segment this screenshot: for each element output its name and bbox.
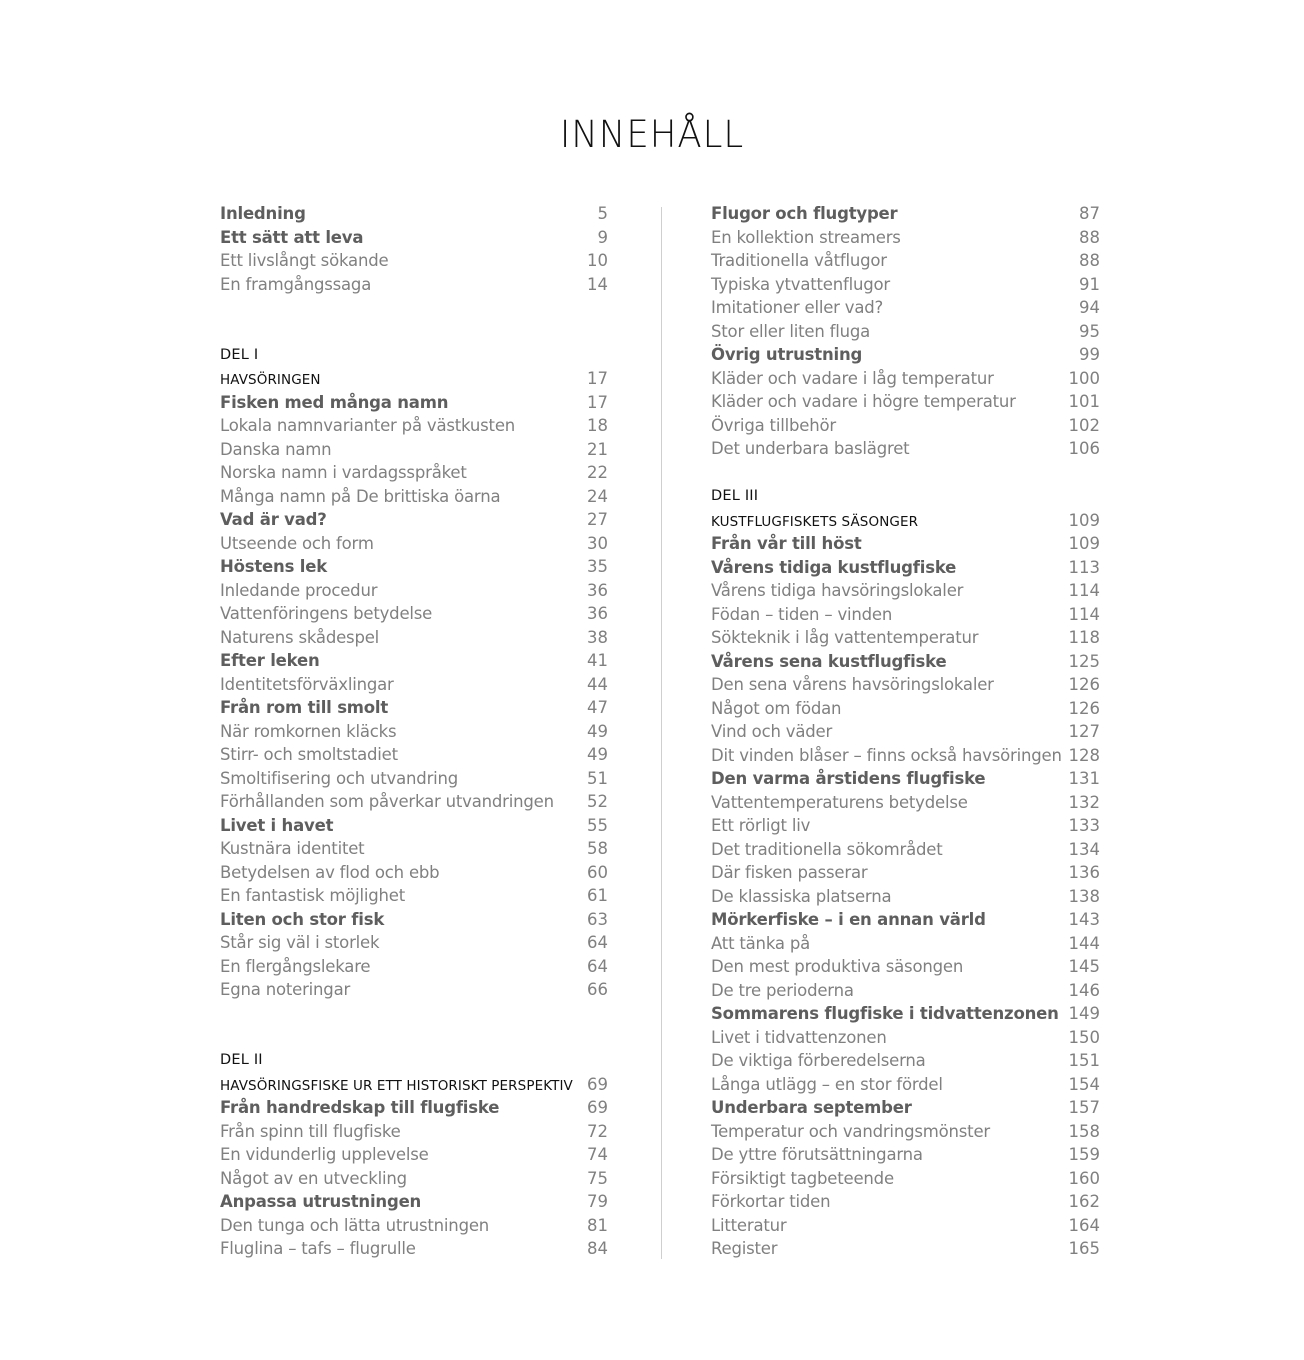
toc-entry-title: Smoltifisering och utvandring <box>220 768 459 788</box>
toc-entry-title: HAVSÖRINGSFISKE UR ETT HISTORISKT PERSPEKTIV <box>220 1077 573 1094</box>
toc-page-number: 126 <box>1068 698 1100 718</box>
toc-page-number: 38 <box>587 627 608 647</box>
toc-entry-title: DEL I <box>220 346 259 363</box>
toc-entry[interactable] <box>220 532 608 556</box>
toc-entry-title: Stirr- och smoltstadiet <box>220 745 398 764</box>
toc-entry-title: Där fisken passerar <box>711 863 868 882</box>
toc-page-number: 74 <box>587 1145 608 1164</box>
toc-page-number: 91 <box>1079 274 1100 294</box>
toc-chapter[interactable] <box>220 555 608 579</box>
toc-page-number: 21 <box>587 439 608 459</box>
toc-page-number: 17 <box>587 392 608 412</box>
toc-page-number: 88 <box>1079 227 1100 247</box>
toc-page-number: 24 <box>587 486 608 506</box>
toc-entry-title: Det underbara baslägret <box>711 439 910 458</box>
toc-chapter[interactable] <box>220 391 608 415</box>
toc-page-number: 118 <box>1068 628 1100 647</box>
toc-entry-title: Vårens sena kustflugfiske <box>711 651 947 671</box>
toc-entry[interactable] <box>220 955 608 979</box>
toc-chapter[interactable] <box>711 202 1100 226</box>
toc-entry-title: Norska namn i vardagsspråket <box>220 463 467 482</box>
toc-entry[interactable] <box>220 1120 608 1144</box>
toc-chapter[interactable] <box>220 814 608 838</box>
toc-entry[interactable] <box>711 1049 1100 1073</box>
toc-page-number: 30 <box>587 533 608 553</box>
toc-page-number: 164 <box>1068 1215 1100 1235</box>
toc-page-number: 113 <box>1068 557 1100 577</box>
toc-page-number: 106 <box>1068 439 1100 458</box>
toc-entry[interactable] <box>711 1167 1100 1191</box>
toc-page-number: 72 <box>587 1121 608 1141</box>
toc-page-number: 109 <box>1068 510 1100 530</box>
toc-entry-title: Att tänka på <box>711 933 811 953</box>
toc-page-number: 47 <box>587 698 608 717</box>
toc-page-number: 134 <box>1068 839 1100 859</box>
toc-page-number: 165 <box>1068 1239 1100 1258</box>
toc-entry[interactable] <box>711 1073 1100 1097</box>
toc-page-number: 101 <box>1068 392 1100 411</box>
toc-entry-title: Födan – tiden – vinden <box>711 604 893 624</box>
toc-entry-title: Många namn på De brittiska öarna <box>220 486 501 506</box>
toc-entry[interactable] <box>711 673 1100 697</box>
toc-entry-title: Vattentemperaturens betydelse <box>711 792 968 812</box>
toc-page-number: 160 <box>1068 1168 1100 1188</box>
toc-entry-title: Danska namn <box>220 439 332 459</box>
toc-page-number: 94 <box>1079 298 1100 317</box>
toc-page-number: 157 <box>1068 1098 1100 1117</box>
toc-entry-title: KUSTFLUGFISKETS SÄSONGER <box>711 513 919 530</box>
toc-entry-title: De klassiska platserna <box>711 886 892 906</box>
toc-chapter[interactable] <box>711 908 1100 932</box>
toc-entry-title: De tre perioderna <box>711 980 854 1000</box>
toc-page-number: 63 <box>587 909 608 929</box>
toc-page-number: 99 <box>1079 345 1100 364</box>
toc-entry[interactable] <box>220 249 608 273</box>
toc-page-number: 69 <box>587 1098 608 1117</box>
toc-page-number: 58 <box>587 839 608 858</box>
toc-entry[interactable] <box>711 296 1100 320</box>
toc-entry-title: Står sig väl i storlek <box>220 933 380 952</box>
toc-chapter[interactable] <box>220 1190 608 1214</box>
toc-entry-title: Underbara september <box>711 1098 912 1117</box>
toc-page-number: 145 <box>1068 957 1100 976</box>
toc-entry[interactable] <box>711 1143 1100 1167</box>
toc-page-number: 87 <box>1079 204 1100 223</box>
toc-page-number: 79 <box>587 1192 608 1211</box>
toc-chapter[interactable] <box>711 650 1100 674</box>
toc-chapter[interactable] <box>220 649 608 673</box>
toc-entry[interactable] <box>711 367 1100 391</box>
toc-entry[interactable] <box>711 744 1100 768</box>
toc-entry-title: Ett livslångt sökande <box>220 251 389 270</box>
toc-entry-title: De viktiga förberedelserna <box>711 1051 926 1070</box>
toc-entry-title: Kustnära identitet <box>220 839 365 858</box>
toc-chapter[interactable] <box>711 343 1100 367</box>
toc-entry[interactable] <box>220 743 608 767</box>
toc-entry-title: Vattenföringens betydelse <box>220 604 433 623</box>
toc-entry-title: Höstens lek <box>220 557 327 576</box>
toc-page-number: 149 <box>1068 1004 1100 1023</box>
toc-page-number: 9 <box>597 227 608 247</box>
toc-entry[interactable] <box>220 978 608 1002</box>
toc-entry[interactable] <box>711 273 1100 297</box>
toc-part-number[interactable] <box>711 485 1100 509</box>
toc-left-column <box>220 202 608 1261</box>
toc-page-number: 10 <box>587 251 608 270</box>
toc-page-number: 64 <box>587 956 608 976</box>
toc-entry[interactable] <box>711 437 1100 461</box>
toc-page-number: 162 <box>1068 1192 1100 1211</box>
toc-entry-title: Från handredskap till flugfiske <box>220 1098 500 1117</box>
toc-entry-title: Livet i havet <box>220 815 334 835</box>
toc-page-number: 14 <box>587 274 608 294</box>
toc-entry[interactable] <box>220 602 608 626</box>
toc-entry[interactable] <box>711 838 1100 862</box>
toc-entry-title: En framgångssaga <box>220 274 372 294</box>
toc-page-number: 114 <box>1068 581 1100 600</box>
toc-page-number: 146 <box>1068 980 1100 1000</box>
toc-entry-title: De yttre förutsättningarna <box>711 1145 923 1164</box>
toc-page-number: 138 <box>1068 886 1100 906</box>
toc-entry[interactable] <box>220 720 608 744</box>
toc-entry-title: Mörkerfiske – i en annan värld <box>711 910 986 929</box>
toc-entry[interactable] <box>220 1143 608 1167</box>
toc-entry-title: Fisken med många namn <box>220 392 449 412</box>
toc-page-number: 125 <box>1068 651 1100 671</box>
toc-entry-title: Utseende och form <box>220 533 374 553</box>
toc-entry[interactable] <box>220 837 608 861</box>
toc-entry-title: Vind och väder <box>711 722 833 741</box>
toc-entry-title: Dit vinden blåser – finns också havsöringen <box>711 745 1062 765</box>
toc-entry[interactable] <box>711 626 1100 650</box>
toc-entry-title: Förhållanden som påverkar utvandringen <box>220 792 554 811</box>
toc-entry[interactable] <box>711 1237 1100 1261</box>
toc-page-number: 41 <box>587 651 608 670</box>
toc-entry-title: Ett sätt att leva <box>220 227 364 247</box>
toc-entry[interactable] <box>711 885 1100 909</box>
toc-entry-title: Typiska ytvattenflugor <box>711 274 891 294</box>
toc-chapter[interactable] <box>220 226 608 250</box>
toc-page-number: 44 <box>587 674 608 694</box>
toc-entry-title: Från spinn till flugfiske <box>220 1121 401 1141</box>
toc-page-number: 128 <box>1068 745 1100 765</box>
toc-entry[interactable] <box>711 1214 1100 1238</box>
toc-page-number: 109 <box>1068 534 1100 553</box>
toc-entry[interactable] <box>711 791 1100 815</box>
toc-entry-title: Traditionella våtflugor <box>711 251 887 270</box>
toc-entry[interactable] <box>711 861 1100 885</box>
toc-entry[interactable] <box>711 720 1100 744</box>
toc-entry-title: Temperatur och vandringsmönster <box>711 1121 990 1141</box>
toc-page-number: 49 <box>587 721 608 741</box>
toc-part-title[interactable] <box>220 367 608 391</box>
toc-page-number: 95 <box>1079 321 1100 341</box>
toc-entry-title: Försiktigt tagbeteende <box>711 1168 894 1188</box>
toc-entry[interactable] <box>711 1120 1100 1144</box>
toc-entry-title: Något av en utveckling <box>220 1168 407 1188</box>
toc-entry[interactable] <box>220 485 608 509</box>
toc-entry-title: Livet i tidvattenzonen <box>711 1027 887 1047</box>
toc-entry-title: En fantastisk möjlighet <box>220 886 406 905</box>
toc-chapter[interactable] <box>220 1096 608 1120</box>
toc-entry-title: Den sena vårens havsöringslokaler <box>711 675 994 694</box>
toc-entry-title: Identitetsförväxlingar <box>220 674 394 694</box>
toc-page-number: 36 <box>587 580 608 600</box>
toc-entry-title: Förkortar tiden <box>711 1192 831 1211</box>
toc-page-number: 154 <box>1068 1074 1100 1094</box>
toc-entry-title: Lokala namnvarianter på västkusten <box>220 416 516 435</box>
toc-entry-title: Sökteknik i låg vattentemperatur <box>711 628 979 647</box>
toc-entry-title: Vad är vad? <box>220 510 327 529</box>
toc-page-number: 127 <box>1068 722 1100 741</box>
toc-part-title[interactable] <box>711 509 1100 533</box>
toc-entry[interactable] <box>711 390 1100 414</box>
toc-chapter[interactable] <box>220 696 608 720</box>
toc-entry-title: Naturens skådespel <box>220 627 380 647</box>
toc-page-number: 60 <box>587 862 608 882</box>
toc-entry-title: Ett rörligt liv <box>711 816 811 835</box>
toc-entry[interactable] <box>711 249 1100 273</box>
toc-entry-title: Egna noteringar <box>220 980 351 999</box>
toc-entry[interactable] <box>711 814 1100 838</box>
toc-entry-title: Kläder och vadare i högre temperatur <box>711 392 1016 411</box>
toc-entry[interactable] <box>220 1237 608 1261</box>
toc-page-number: 5 <box>597 204 608 223</box>
toc-chapter[interactable] <box>711 767 1100 791</box>
toc-chapter[interactable] <box>711 1096 1100 1120</box>
toc-entry-title: Långa utlägg – en stor fördel <box>711 1074 943 1094</box>
toc-chapter[interactable] <box>711 556 1100 580</box>
toc-entry[interactable] <box>711 1026 1100 1050</box>
toc-entry-title: Kläder och vadare i låg temperatur <box>711 368 994 388</box>
toc-entry[interactable] <box>711 414 1100 438</box>
toc-page-number: 81 <box>587 1215 608 1235</box>
toc-page-number: 150 <box>1068 1027 1100 1047</box>
toc-entry-title: Efter leken <box>220 651 320 670</box>
toc-page-number: 36 <box>587 604 608 623</box>
toc-chapter[interactable] <box>711 1002 1100 1026</box>
toc-entry-title: Imitationer eller vad? <box>711 298 884 317</box>
toc-entry-title: Den mest produktiva säsongen <box>711 957 964 976</box>
toc-chapter[interactable] <box>220 508 608 532</box>
toc-chapter[interactable] <box>711 532 1100 556</box>
toc-page-number: 52 <box>587 792 608 811</box>
toc-page-number: 75 <box>587 1168 608 1188</box>
section-spacer <box>711 461 1100 486</box>
toc-entry-title: Register <box>711 1239 778 1258</box>
toc-page-number: 102 <box>1068 415 1100 435</box>
toc-page-number: 27 <box>587 510 608 529</box>
toc-page-number: 17 <box>587 369 608 388</box>
toc-page-number: 51 <box>587 768 608 788</box>
toc-entry-title: Betydelsen av flod och ebb <box>220 862 440 882</box>
toc-entry-title: Fluglina – tafs – flugrulle <box>220 1239 416 1258</box>
toc-entry-title: En kollektion streamers <box>711 227 901 247</box>
page-title: INNEHÅLL <box>559 113 745 156</box>
toc-chapter[interactable] <box>220 202 608 226</box>
toc-page-number: 126 <box>1068 675 1100 694</box>
toc-entry[interactable] <box>711 955 1100 979</box>
toc-entry-title: Sommarens flugfiske i tidvattenzonen <box>711 1004 1059 1023</box>
toc-page-number: 49 <box>587 745 608 764</box>
toc-page-number: 151 <box>1068 1051 1100 1070</box>
toc-entry[interactable] <box>711 603 1100 627</box>
toc-page-number: 159 <box>1068 1145 1100 1164</box>
toc-page-number: 100 <box>1068 368 1100 388</box>
toc-page-number: 18 <box>587 416 608 435</box>
toc-entry[interactable] <box>711 320 1100 344</box>
toc-entry-title: Litteratur <box>711 1215 787 1235</box>
toc-entry[interactable] <box>220 767 608 791</box>
toc-entry-title: DEL II <box>220 1052 263 1068</box>
toc-entry[interactable] <box>220 273 608 297</box>
toc-part-title[interactable] <box>220 1073 608 1097</box>
toc-page-number: 84 <box>587 1239 608 1258</box>
toc-entry[interactable] <box>711 226 1100 250</box>
section-spacer <box>220 1002 608 1050</box>
toc-page-number: 22 <box>587 463 608 482</box>
toc-entry-title: Inledning <box>220 204 306 223</box>
toc-entry-title: När romkornen kläcks <box>220 721 397 741</box>
toc-part-number[interactable] <box>220 1049 608 1073</box>
toc-entry-title: Anpassa utrustningen <box>220 1192 422 1211</box>
toc-entry[interactable] <box>711 697 1100 721</box>
toc-entry-title: Den tunga och lätta utrustningen <box>220 1215 490 1235</box>
toc-entry-title: Vårens tidiga havsöringslokaler <box>711 581 964 600</box>
toc-page-number: 61 <box>587 886 608 905</box>
toc-page-number: 136 <box>1068 863 1100 882</box>
toc-entry-title: Det traditionella sökområdet <box>711 839 943 859</box>
toc-chapter[interactable] <box>220 908 608 932</box>
toc-entry[interactable] <box>711 932 1100 956</box>
toc-entry[interactable] <box>220 861 608 885</box>
toc-entry-title: DEL III <box>711 488 759 504</box>
toc-entry[interactable] <box>220 461 608 485</box>
toc-page-number: 66 <box>587 980 608 999</box>
toc-entry[interactable] <box>220 884 608 908</box>
toc-entry[interactable] <box>220 1214 608 1238</box>
toc-page-number: 88 <box>1079 251 1100 270</box>
toc-page-number: 133 <box>1068 816 1100 835</box>
toc-entry-title: Från vår till höst <box>711 534 862 553</box>
toc-part-number[interactable] <box>220 344 608 368</box>
toc-entry-title: Vårens tidiga kustflugfiske <box>711 557 957 577</box>
toc-entry-title: Övriga tillbehör <box>711 415 836 435</box>
toc-entry-title: Inledande procedur <box>220 580 378 600</box>
toc-page-number: 69 <box>587 1074 608 1094</box>
toc-entry[interactable] <box>711 1190 1100 1214</box>
toc-entry[interactable] <box>220 579 608 603</box>
toc-entry[interactable] <box>711 579 1100 603</box>
toc-page-number: 132 <box>1068 792 1100 812</box>
toc-page-number: 158 <box>1068 1121 1100 1141</box>
toc-entry[interactable] <box>220 414 608 438</box>
toc-page-number: 55 <box>587 815 608 835</box>
toc-entry-title: Övrig utrustning <box>711 345 863 364</box>
toc-page-number: 64 <box>587 933 608 952</box>
toc-entry-title: Något om födan <box>711 698 842 718</box>
toc-entry-title: En vidunderlig upplevelse <box>220 1145 429 1164</box>
toc-entry-title: Den varma årstidens flugfiske <box>711 769 986 788</box>
toc-right-column <box>711 202 1100 1261</box>
column-divider <box>661 207 662 1259</box>
section-spacer <box>220 296 608 344</box>
toc-entry[interactable] <box>220 626 608 650</box>
toc-entry-title: En flergångslekare <box>220 956 371 976</box>
toc-entry[interactable] <box>220 438 608 462</box>
toc-page-number: 143 <box>1068 910 1100 929</box>
toc-entry-title: Liten och stor fisk <box>220 909 385 929</box>
toc-entry[interactable] <box>220 931 608 955</box>
toc-page-number: 114 <box>1068 604 1100 624</box>
toc-entry[interactable] <box>220 1167 608 1191</box>
toc-page-number: 144 <box>1068 933 1100 953</box>
toc-entry[interactable] <box>220 673 608 697</box>
toc-entry[interactable] <box>711 979 1100 1003</box>
toc-entry-title: Flugor och flugtyper <box>711 204 898 223</box>
toc-entry-title: Stor eller liten fluga <box>711 321 871 341</box>
toc-page-number: 35 <box>587 557 608 576</box>
toc-page-number: 131 <box>1068 769 1100 788</box>
toc-entry-title: HAVSÖRINGEN <box>220 372 321 388</box>
toc-entry[interactable] <box>220 790 608 814</box>
toc-entry-title: Från rom till smolt <box>220 698 389 717</box>
